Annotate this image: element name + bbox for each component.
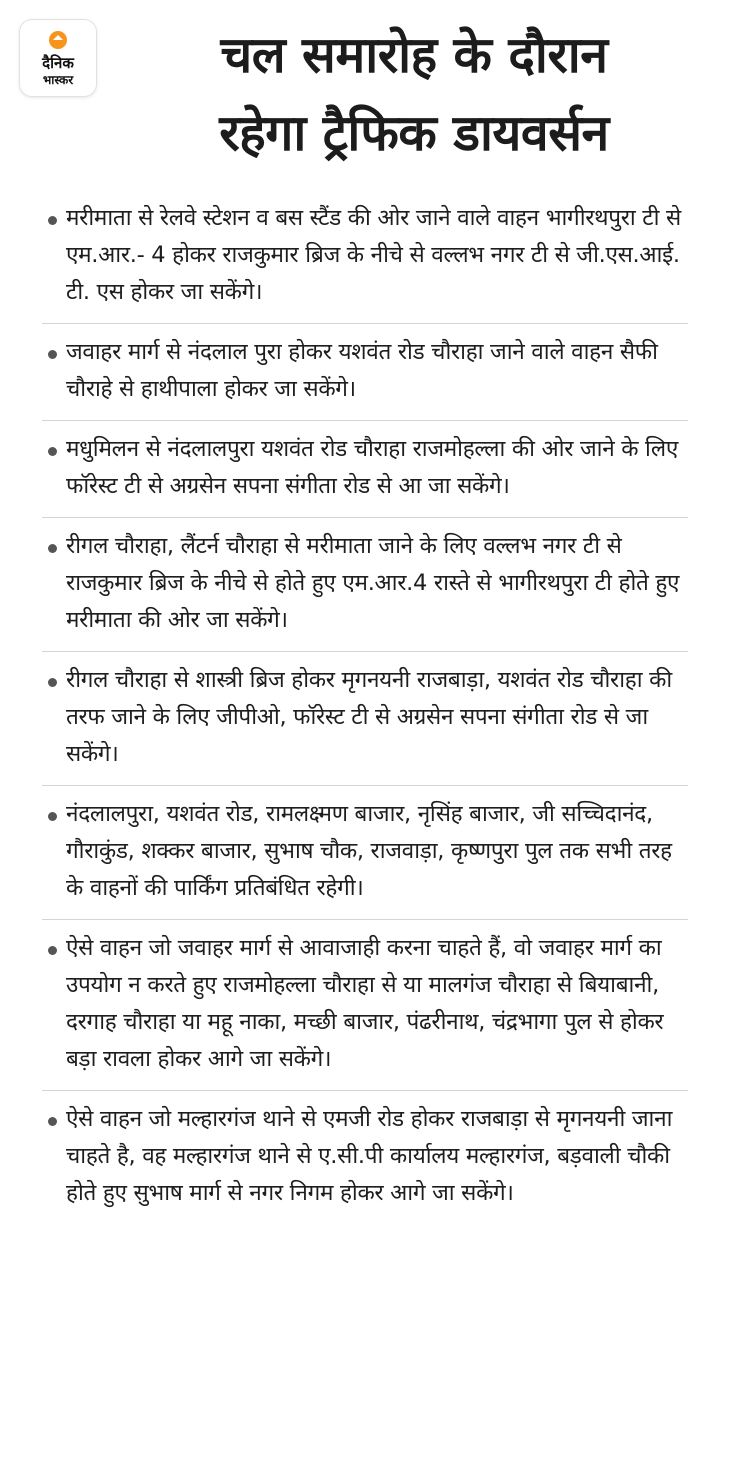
list-item-text: ऐसे वाहन जो मल्हारगंज थाने से एमजी रोड होकर राजबाड़ा से मृगनयनी जाना चाहते है, वह मल्हारगंज थाने से ए.सी.पी कार्यालय मल्हारगंज, बड़वाली चौकी होते हुए सुभाष मार्ग से नगर निगम होकर आगे जा सकेंगे।	[66, 1106, 673, 1206]
list-item	[42, 324, 688, 421]
list-item	[42, 421, 688, 518]
list-item	[42, 786, 688, 920]
headline-line2: रहेगा ट्रैफिक डायवर्सन	[219, 104, 609, 162]
bullet-icon	[48, 544, 57, 553]
list-item-text: रीगल चौराहा, लैंटर्न चौराहा से मरीमाता जाने के लिए वल्लभ नगर टी से राजकुमार ब्रिज के नीचे से होते हुए एम.आर.4 रास्ते से भागीरथपुरा टी होते हुए मरीमाता की ओर जा सकेंगे।	[66, 533, 680, 633]
list-item	[42, 518, 688, 652]
brand-logo	[20, 20, 96, 96]
list-item-text: ऐसे वाहन जो जवाहर मार्ग से आवाजाही करना चाहते हैं, वो जवाहर मार्ग का उपयोग न करते हुए राजमोहल्ला चौराहा से या मालगंज चौराहा से बियाबानी, दरगाह चौराहा या महू नाका, मच्छी बाजार, पंढरीनाथ, चंद्रभागा पुल से होकर बड़ा रावला होकर आगे जा सकेंगे।	[66, 935, 664, 1072]
list-item-text: मधुमिलन से नंदलालपुरा यशवंत रोड चौराहा राजमोहल्ला की ओर जाने के लिए फॉरेस्ट टी से अग्रसेन सपना संगीता रोड से आ जा सकेंगे।	[66, 436, 678, 499]
bullet-icon	[48, 447, 57, 456]
list-item	[42, 652, 688, 786]
list-item-text: नंदलालपुरा, यशवंत रोड, रामलक्ष्मण बाजार, नृसिंह बाजार, जी सच्चिदानंद, गौराकुंड, शक्कर बाजार, सुभाष चौक, राजवाड़ा, कृष्णपुरा पुल तक सभी तरह के वाहनों की पार्किंग प्रतिबंधित रहेगी।	[66, 801, 672, 901]
bullet-icon	[48, 350, 57, 359]
bullet-icon	[48, 216, 57, 225]
brand-name-line2: भास्कर	[42, 73, 74, 87]
bullet-icon	[48, 678, 57, 687]
list-item-text: जवाहर मार्ग से नंदलाल पुरा होकर यशवंत रोड चौराहा जाने वाले वाहन सैफी चौराहे से हाथीपाला होकर जा सकेंगे।	[66, 339, 658, 402]
list-item	[42, 190, 688, 324]
list-item	[42, 1091, 688, 1224]
brand-name-line1: दैनिक	[42, 54, 74, 72]
bullet-icon	[48, 812, 57, 821]
headline-line1: चल समारोह के दौरान	[220, 26, 608, 84]
bullet-icon	[48, 1117, 57, 1126]
headline	[104, 16, 724, 172]
diversion-points-list	[42, 190, 688, 1224]
list-item-text: रीगल चौराहा से शास्त्री ब्रिज होकर मृगनयनी राजबाड़ा, यशवंत रोड चौराहा की तरफ जाने के लिए जीपीओ, फॉरेस्ट टी से अग्रसेन सपना संगीता रोड से जा सकेंगे।	[66, 667, 672, 767]
list-item	[42, 920, 688, 1091]
bullet-icon	[48, 946, 57, 955]
list-item-text: मरीमाता से रेलवे स्टेशन व बस स्टैंड की ओर जाने वाले वाहन भागीरथपुरा टी से एम.आर.- 4 होकर राजकुमार ब्रिज के नीचे से वल्लभ नगर टी से जी.एस.आई. टी. एस होकर जा सकेंगे।	[66, 205, 681, 305]
sun-icon	[48, 30, 68, 50]
